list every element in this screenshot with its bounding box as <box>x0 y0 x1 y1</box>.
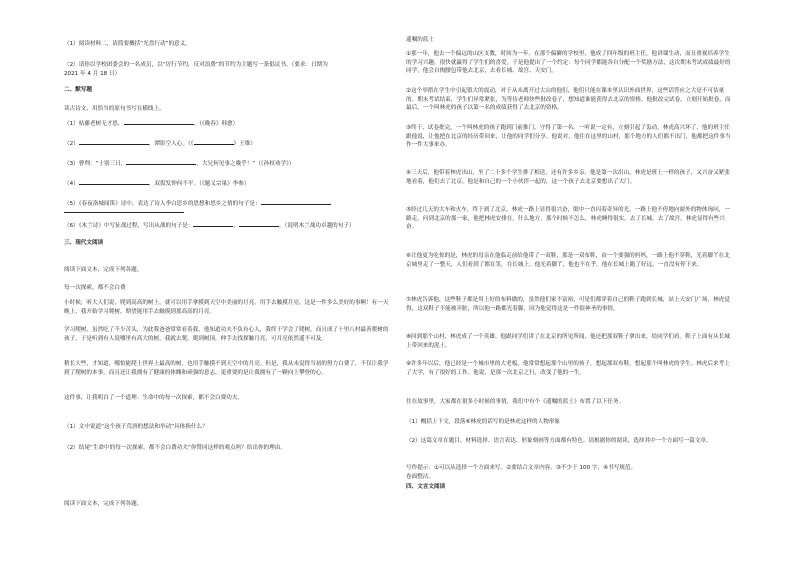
story-paragraph-4: ④三天后，他带着林虎出山，坐了二十多个学生排了相送，还有许多乡亲。他是第一次出山，林虎是班上一样的孩子，又兴奋又紧张地看着，他们去了北京。他是和自己的一个小伙伴一起的，这一个孩子去北京要想出了大门。 <box>406 170 730 185</box>
fill-6-c: 。（说明木兰战功卓越的句子） <box>279 223 355 229</box>
read-instruction-1: 阅读下面文本，完成下列各题。 <box>64 267 143 273</box>
question-2a: （2）请你以学校团委会的一名成员，以“厉行节约，反对浪费”的节约为主题写一条倡议书。（要求：日期为 <box>64 62 328 68</box>
fill-item-3 <box>64 159 294 169</box>
section-2-heading: 二、默写题 <box>64 87 92 93</box>
fill-item-4 <box>64 179 249 189</box>
story-paragraph-6: ⑥让他更为吃惊的是，林虎的母亲在他临走前给他带了一双鞋，那是一双布鞋，由一个要强的妈妈，一路上他不穿鞋，光着脚丫在北京城里走了一整天，人们看到了都在笑，在长城上，他光着脚丫，他也不在乎。他在长城上跑了好远，一直没有停下来。 <box>406 253 730 268</box>
fill-6-a: （6）《木兰诗》中写征战过程，写出从战的句子是： <box>64 223 194 229</box>
task-question-1: （1）概括上下文，段落⑥林虎的话写的是林虎这样的人物形象 <box>406 419 561 425</box>
fill-item-5-line2 <box>64 207 184 217</box>
fill-3-b: ，大兄何见事之晚乎！”（《孙权劝学》） <box>196 161 295 167</box>
fill-item-6 <box>64 221 394 231</box>
blank[interactable] <box>79 139 149 145</box>
blank[interactable] <box>126 159 196 165</box>
question-2b: 2021 年 4 月 18 日） <box>64 71 121 77</box>
essay-paragraph-3: 稍长大些，才知道，哪怕能爬上世界上最高的树，也用手触摸不到天空中的月亮。但是，我从未觉得当初的努力白费了，不仅让我学到了爬树的本事，而且还让我拥有了健康的体魄和顽强的意志，更重要的是让我拥有了一颗向上攀登的心。 <box>64 361 389 376</box>
fill-item-1 <box>64 119 238 129</box>
fill-1-b: 。（《晚春》韩愈） <box>193 121 239 127</box>
question-1: （1）阅读材料二，请简要概括“光盘行动”的意义。 <box>64 41 191 47</box>
section-4-heading: 四、文言文阅读 <box>406 484 446 490</box>
story-paragraph-8: ⑧回到那个山村，林虎成了一个英雄。他跟同学们讲了在北京的所见所闻，他还把那双鞋子拿出来，给同学们看。鞋子上面有从长城上带回来的泥土。 <box>406 334 730 349</box>
fill-6-b: ， <box>233 223 240 229</box>
fill-item-2 <box>64 139 256 149</box>
blank[interactable] <box>239 221 279 227</box>
task-intro: 住在故事里，大家都在很多小时候的事情，我们中有个《遥嘱的蓝土》布置了以下任务。 <box>406 399 625 405</box>
essay-paragraph-2: 学习爬树，虽然吃了不少苦头，为此我爸爸常常看着我，他知道功夫不负有心人，我终于学会了爬树，而且成了十里八村最善爬树的孩子。于是听到有人说哪里有高大的树，我就去爬。爬到树顶，伸手去找探触月亮，可月亮依然遥不可及。 <box>64 327 389 342</box>
story-title: 遥嘱的蓝土 <box>406 37 434 43</box>
fill-5: （5）《春夜洛城闻笛》诗中，表达了诗人李白思乡的思想和思乡之情的句子是： <box>64 201 261 207</box>
writing-tips: 写作提示：①可以从选择一个方面来写。②要结合文章内容。③不少于 100 字，④书写规范。 <box>406 465 637 471</box>
story-paragraph-7: ⑦林虎告诉他，这些鞋子都是用上好的布料做的，虽然他们家不富裕，可是们都穿着自己的鞋子跑到长城，站上天安门广场，林虎觉得，这双鞋子不能被弄脏，所以他一路都光着脚，因为他觉得这是一件很神圣的事情。 <box>406 297 730 312</box>
blank[interactable] <box>64 207 184 213</box>
essay-question-2: （2）结尾“生命中的每一次探索，都不会白费功夫”你赞同这样的观点吗？给出你的理由。 <box>64 445 286 451</box>
story-paragraph-5: ⑤经过几天的大车和火车，终于到了北京，林虎一路上显得很兴奋，眼中一直闪着奇异的光，一路上他不停地向窗外的物体询问，一路走，问到北京的那一家，他把林虎安排在，什么地方，那个时候不怎么，林虎睡得很实，去了长城，去了故宫，林虎显得有些兴奋。 <box>406 207 730 231</box>
read-instruction-2: 阅读下面文本，完成下列各题。 <box>64 501 143 507</box>
fill-2-b: ，潭影空人心。（《 <box>148 141 194 147</box>
story-paragraph-2: ②这个举措在学生中引起很大的震动，对于从未离开过大山的他们，他们只能在课本里认识外面世界，这些话答应之大是不可估量的。期末考试结束，学生们异常紧张，为等待老师快些批改卷子，想知道谁能获得去北京的资格。他批改完试卷，立刻开始批卷，而最后，一个叫林虎的孩子以第一名的成绩获得了去北京的资格。 <box>406 88 731 112</box>
essay-paragraph-4: 这件事，让我明白了一个道理：生命中的每一次探索，都不会白费功夫。 <box>64 395 244 401</box>
essay-paragraph-1: 小时候，听大人们说，爬到高高的树上，就可以用手拿摸到天空中美丽的月亮。用手去触摸月亮，这是一件多么美好的事啊！有一天晚上，我开始学习爬树，期望能用手去触摸到那高高的月亮。 <box>64 300 389 315</box>
fill-2-c: 》王维） <box>233 141 256 147</box>
story-paragraph-9: ⑨许多年以后，他已经是一个城市里的大老板，他常常想起那个山里的孩子，想起那双布鞋，想起那个叫林虎的学生。林虎后来考上了大学，有了很好的工作。他说，是那一次北京之行，改变了他的一生。 <box>406 361 730 376</box>
fill-intro: 读古诗文，用恰当的原句书写在横线上。 <box>64 106 165 112</box>
writing-tips-2: 卷面整洁。 <box>406 474 434 480</box>
fill-1-a: （1）枯藤老树无才思， <box>64 121 124 127</box>
fill-3-a: （3）曹刿：“士别三日， <box>64 161 127 167</box>
essay-question-1: （1）文中说道“这个孩子荒唐的想法和举动”具体指什么？ <box>64 424 208 430</box>
section-3-heading: 三、现代文阅读 <box>64 240 104 246</box>
story-paragraph-1: ①那一年，他去一个偏远的山区支教，时间为一年。在那个偏僻的学校里，他成了四年级的班主任，他讲课生动，而且重视培养学生的学习兴趣，很快就赢得了学生们的喜爱。于是他提出了一个约定：每个同学都能各自分配一个奖励方法，这次期末考试成绩最好的同学，他会自掏腰包带他去北京，去看长城、故宫、天安门。 <box>406 51 731 75</box>
blank[interactable] <box>124 119 194 125</box>
story-paragraph-3: ③终于，试卷批完，一个叫林虎的孩子跑到门前推门，守得了第一名。一听说一定有，立刻引起了轰动，林虎高兴坏了，他的班主任跟他说，让他把在北京的经历带回来，让他的同学们分享。他说对，他住在这里的山村，那个地方的人们都不出门，他都把这件事当作一件大事来办。 <box>406 125 731 149</box>
blank[interactable] <box>261 199 331 205</box>
fill-4-b: ，双鬓发钟何不平。（《题义宗巢》李参） <box>148 181 250 187</box>
task-question-2: （2）这篇文章在题目、材料选择、语言表达、形象刻画等方面都有特色。请根据你的阅读，选择其中一个方面写一篇文章。 <box>406 438 712 444</box>
blank[interactable] <box>194 139 234 145</box>
fill-4-a: （4） <box>64 181 79 187</box>
blank[interactable] <box>193 221 233 227</box>
blank[interactable] <box>79 179 149 185</box>
essay-title: 每一次探索，都不会白费 <box>64 285 126 291</box>
fill-2-a: （2） <box>64 141 79 147</box>
